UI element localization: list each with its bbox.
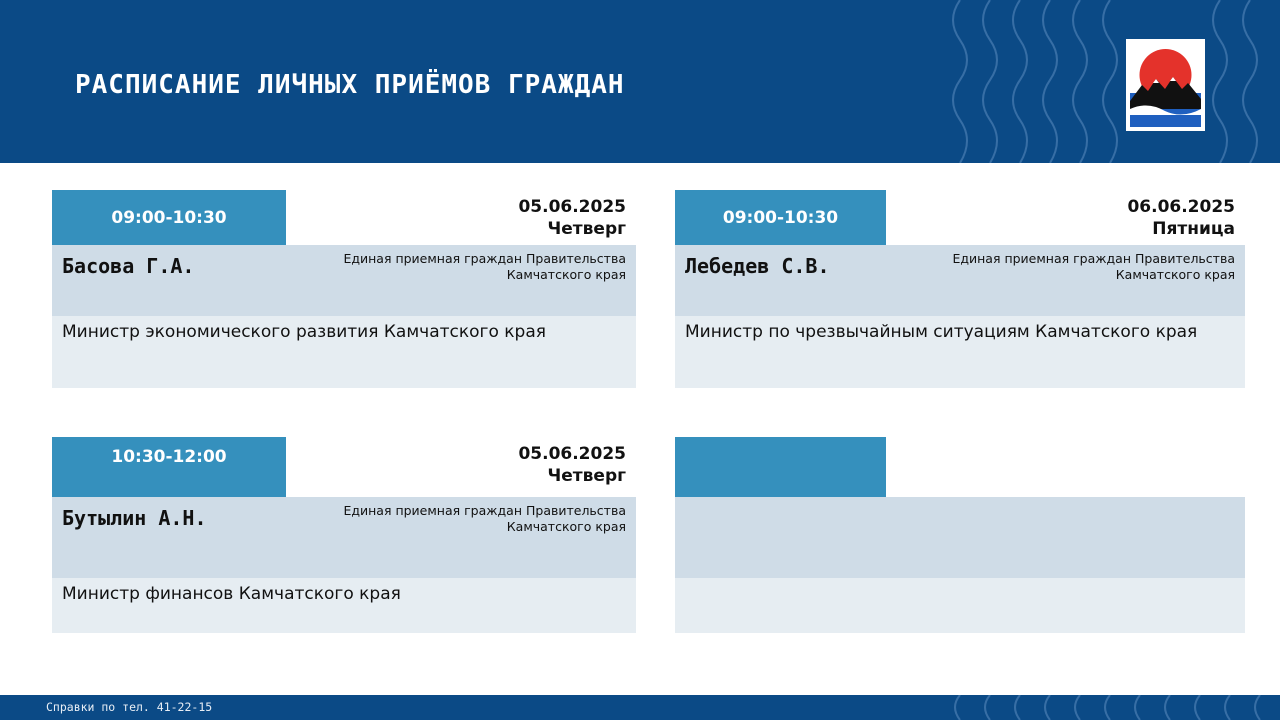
position-row: [675, 578, 1245, 633]
date-block: [1127, 196, 1235, 240]
page-title: РАСПИСАНИЕ ЛИЧНЫХ ПРИЁМОВ ГРАЖДАН: [75, 70, 625, 100]
official-row: [52, 497, 636, 578]
official-name: Лебедев С.В.: [685, 254, 830, 278]
header-bar: [0, 0, 1280, 163]
date-value: 06.06.2025: [1127, 197, 1235, 217]
official-position: Министр по чрезвычайным ситуациям Камчатского края: [685, 322, 1198, 342]
reception-place: Единая приемная граждан Правительства Камчатского края: [343, 503, 626, 534]
date-value: 05.06.2025: [518, 197, 626, 217]
date-block: [518, 443, 626, 487]
position-row: [52, 578, 636, 633]
position-row: [52, 316, 636, 388]
official-row: [675, 245, 1245, 316]
schedule-card-1: [52, 190, 636, 245]
reception-place: Единая приемная граждан Правительства Камчатского края: [952, 251, 1235, 282]
official-name: Басова Г.А.: [62, 254, 195, 278]
weekday: Четверг: [547, 466, 626, 486]
weekday: Четверг: [547, 219, 626, 239]
official-row: [52, 245, 636, 316]
date-block: [518, 196, 626, 240]
date-value: 05.06.2025: [518, 444, 626, 464]
official-row: [675, 497, 1245, 578]
time-slot: 10:30-12:00: [52, 437, 286, 497]
time-slot: [675, 437, 886, 497]
schedule-card-4: [675, 437, 1245, 497]
reception-place: Единая приемная граждан Правительства Камчатского края: [343, 251, 626, 282]
weekday: Пятница: [1152, 219, 1235, 239]
footer-bar: [0, 695, 1280, 720]
position-row: [675, 316, 1245, 388]
time-slot: 09:00-10:30: [675, 190, 886, 245]
time-slot: 09:00-10:30: [52, 190, 286, 245]
schedule-card-3: [52, 437, 636, 497]
kamchatka-emblem-icon: [1126, 39, 1205, 131]
official-position: Министр финансов Камчатского края: [62, 584, 401, 604]
official-position: Министр экономического развития Камчатского края: [62, 322, 546, 342]
official-name: Бутылин А.Н.: [62, 506, 207, 530]
phone-note: Справки по тел. 41-22-15: [46, 700, 213, 714]
schedule-card-2: [675, 190, 1245, 245]
